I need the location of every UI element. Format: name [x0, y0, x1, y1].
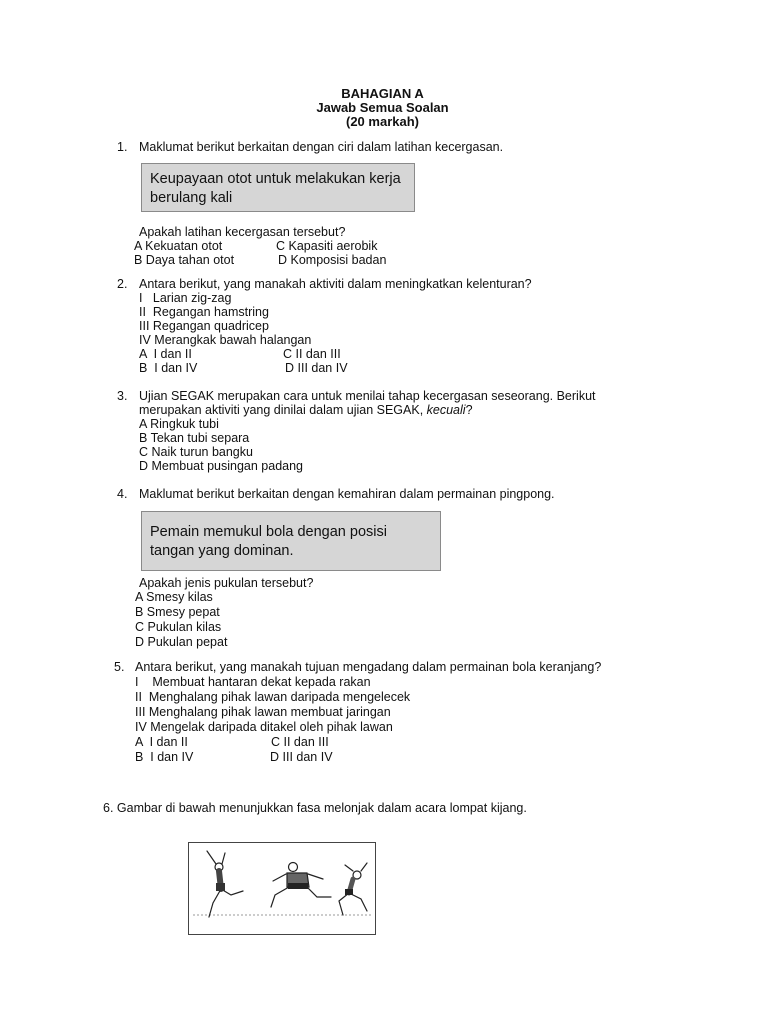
- emphasis-word: kecuali: [426, 403, 466, 417]
- option-c[interactable]: C Naik turun bangku: [139, 445, 253, 459]
- jumper-flight-icon: [271, 863, 331, 908]
- question-number: 3.: [117, 389, 128, 403]
- section-header: [0, 87, 768, 129]
- option-b[interactable]: B Smesy pepat: [135, 605, 220, 619]
- jumper-sequence-illustration: [189, 843, 375, 934]
- question-prompt: Apakah latihan kecergasan tersebut?: [139, 225, 346, 239]
- option-a[interactable]: A Ringkuk tubi: [139, 417, 219, 431]
- option-a[interactable]: A I dan II: [135, 735, 188, 749]
- statement-item: II Menghalang pihak lawan daripada mengelecek: [135, 690, 411, 704]
- option-d[interactable]: D III dan IV: [285, 361, 348, 375]
- option-c[interactable]: C II dan III: [271, 735, 329, 749]
- info-box: Keupayaan otot untuk melakukan kerja berulang kali: [141, 163, 415, 212]
- question-text: Antara berikut, yang manakah tujuan mengadang dalam permainan bola keranjang?: [135, 660, 602, 674]
- statement-item: III Regangan quadricep: [139, 319, 269, 333]
- option-d[interactable]: D Membuat pusingan padang: [139, 459, 304, 473]
- option-c[interactable]: C Pukulan kilas: [135, 620, 222, 634]
- option-a[interactable]: A I dan II: [139, 347, 192, 361]
- option-c[interactable]: C II dan III: [283, 347, 341, 361]
- statement-item: I Membuat hantaran dekat kepada rakan: [135, 675, 371, 689]
- statement-item: IV Merangkak bawah halangan: [139, 333, 312, 347]
- statement-item: II Regangan hamstring: [139, 305, 269, 319]
- option-a[interactable]: A Smesy kilas: [135, 590, 213, 604]
- question-text: Maklumat berikut berkaitan dengan kemahiran dalam permainan pingpong.: [139, 487, 555, 501]
- question-text: Antara berikut, yang manakah aktiviti dalam meningkatkan kelenturan?: [139, 277, 532, 291]
- section-marks: (20 markah): [346, 114, 419, 129]
- statement-item: IV Mengelak daripada ditakel oleh pihak lawan: [135, 720, 393, 734]
- question-text: 6. Gambar di bawah menunjukkan fasa melonjak dalam acara lompat kijang.: [103, 801, 527, 815]
- option-b[interactable]: B Daya tahan otot: [134, 253, 235, 267]
- question-text-line-2: merupakan aktiviti yang dinilai dalam ujian SEGAK, kecuali?: [139, 403, 473, 417]
- option-d[interactable]: D III dan IV: [270, 750, 333, 764]
- question-number: 2.: [117, 277, 128, 291]
- long-jump-figure: [188, 842, 376, 935]
- statement-item: III Menghalang pihak lawan membuat jaringan: [135, 705, 391, 719]
- jumper-landing-icon: [339, 863, 367, 915]
- info-box: Pemain memukul bola dengan posisi tangan yang dominan.: [141, 511, 441, 571]
- option-d[interactable]: D Pukulan pepat: [135, 635, 228, 649]
- option-a[interactable]: A Kekuatan otot: [134, 239, 223, 253]
- question-number: 5.: [114, 660, 125, 674]
- question-number: 4.: [117, 487, 128, 501]
- jumper-takeoff-icon: [207, 851, 243, 917]
- section-instruction: Jawab Semua Soalan: [316, 100, 449, 115]
- option-b[interactable]: B I dan IV: [139, 361, 198, 375]
- question-prompt: Apakah jenis pukulan tersebut?: [139, 576, 314, 590]
- question-text: Maklumat berikut berkaitan dengan ciri dalam latihan kecergasan.: [139, 140, 504, 154]
- option-b[interactable]: B I dan IV: [135, 750, 194, 764]
- option-d[interactable]: D Komposisi badan: [278, 253, 387, 267]
- option-c[interactable]: C Kapasiti aerobik: [276, 239, 378, 253]
- option-b[interactable]: B Tekan tubi separa: [139, 431, 250, 445]
- question-number: 1.: [117, 140, 128, 154]
- statement-item: I Larian zig-zag: [139, 291, 232, 305]
- section-title: BAHAGIAN A: [341, 86, 424, 101]
- question-text-line-1: Ujian SEGAK merupakan cara untuk menilai tahap kecergasan seseorang. Berikut: [139, 389, 596, 403]
